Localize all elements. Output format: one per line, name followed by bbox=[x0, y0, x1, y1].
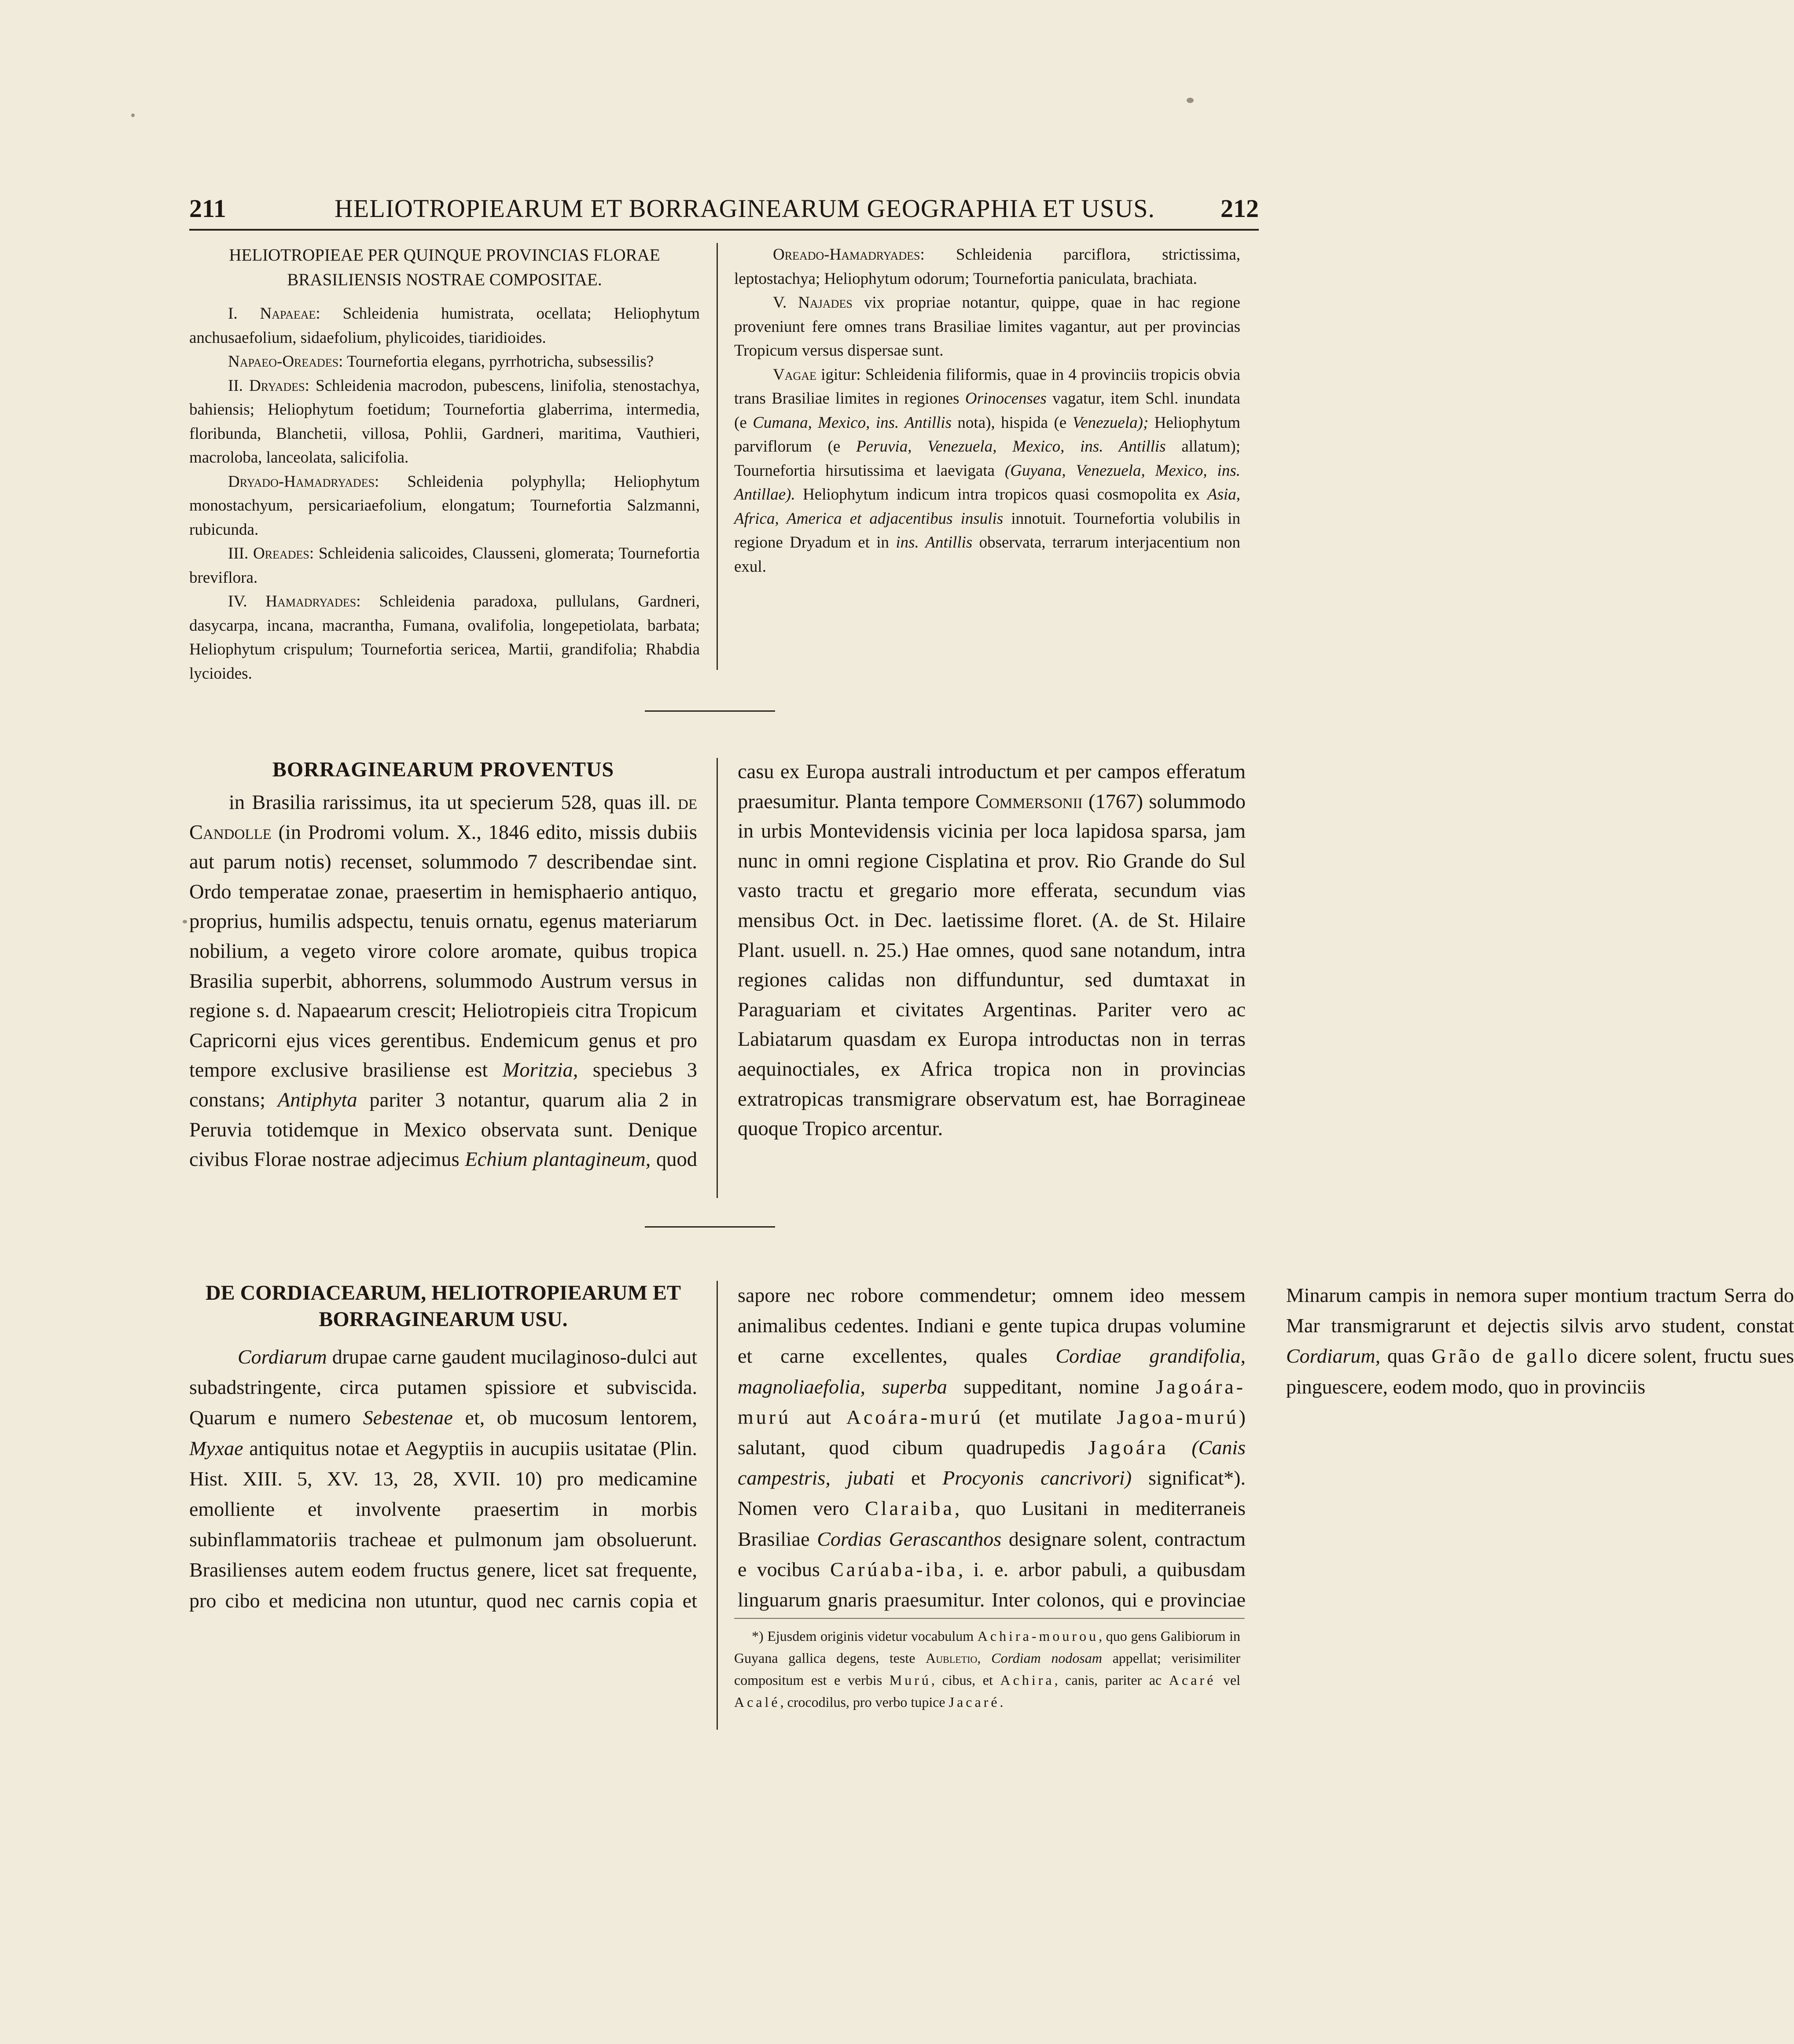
scan-speck bbox=[1187, 98, 1194, 103]
scan-speck bbox=[183, 920, 187, 923]
running-header bbox=[189, 194, 1259, 233]
section3-column-rule bbox=[717, 1281, 718, 1730]
header-rule bbox=[189, 229, 1259, 231]
province-hamadryades-start: IV. Hamadryades: Schleidenia paradoxa, pullulans, Gardneri, dasycarpa, incana, macrantha, Fumana, ovalifolia, longepetiolata, barbata; Heliophytum crispulum; Tournefortia sericea, Martii, grandifolia; Rhabdia lycioides. bbox=[189, 592, 700, 683]
province-dryades: II. Dryades: Schleidenia macrodon, pubescens, linifolia, stenostachya, bahiensis; Heliophytum foetidum; Tournefortia glaberrima, intermedia, floribunda, Blanchetii, villosa, Pohlii, Gardneri, maritima, Vauthieri, macroloba, lanceolata, salicifolia. bbox=[189, 376, 700, 467]
left-page-number: 211 bbox=[189, 194, 226, 223]
province-dryado-hamadryades: Dryado-Hamadryades: Schleidenia polyphylla; Heliophytum monostachyum, persicariaefolium, elongatum; Tournefortia Salzmanni, rubicunda. bbox=[189, 472, 700, 539]
section-divider-2 bbox=[645, 1226, 775, 1228]
section3-paragraph: Cordiarum drupae carne gaudent mucilaginoso-dulci aut subadstringente, circa putamen spissiore et subviscida. Quarum e numero Sebestenae et, ob mucosum lentorem, Myxae antiquitus notae et Aegyptiis in aucupiis usitatae (Plin. Hist. XIII. 5, XV. 13, 28, XVII. 10) pro medicamine emolliente et involvente praesertim in morbis subinflammatoriis tracheae et pulmonum jam obsoluerunt. Brasilienses autem eodem fructus genere, licet sat frequente, pro cibo et medicina non utuntur, quod nec carnis copia et sapore nec robore commendetur; omnem ideo messem animalibus cedentes. Indiani e gente tupica drupas volumine et carne excellentes, quales Cordiae grandifolia, magnoliaefolia, superba suppeditant, nomine Jagoára-murú aut Acoára-murú (et mutilate Jagoa-murú) salutant, quod cibum quadrupedis Jagoára (Canis campestris, jubati et Procyonis cancrivori) significat*). Nomen vero Claraiba, quo Lusitani in mediterraneis Brasiliae Cordias Gerascanthos designare solent, contractum e vocibus Carúaba-iba, i. e. arbor pabuli, a quibusdam linguarum gnaris praesumitur. Inter colonos, qui e provinciae Minarum campis in nemora super montium tractum Serra do Mar transmigrarunt et dejectis silvis arvo student, constat Cordiarum, quas Grão de gallo dicere solent, fructu sues pinguescere, eodem modo, quo in provinciis bbox=[189, 1284, 1794, 1612]
right-page-number: 212 bbox=[1221, 194, 1259, 223]
province-napaeo-oreades: Napaeo-Oreades: Tournefortia elegans, pyrrhotricha, subsessilis? bbox=[228, 353, 654, 371]
section3-heading: DE CORDIACEARUM, HELIOTROPIEARUM ET BORRAGINEARUM USU. bbox=[205, 1281, 681, 1331]
section1-left-column bbox=[189, 243, 700, 686]
footnote-rule bbox=[734, 1618, 1245, 1619]
footnote-text: *) Ejusdem originis videtur vocabulum Achira-mourou, quo gens Galibiorum in Guyana gallica degens, teste Aubletio, Cordiam nodosam appellat; verisimiliter compositum est e verbis Murú, cibus, et Achira, canis, pariter ac Acaré vel Acalé, crocodilus, pro verbo tupice Jacaré. bbox=[734, 1628, 1241, 1710]
footnote bbox=[734, 1625, 1240, 1713]
province-napaeae: I. Napaeae: Schleidenia humistrata, ocellata; Heliophytum anchusaefolium, sidaefolium, phylicoides, tiaridioides. bbox=[189, 305, 700, 347]
scan-speck bbox=[131, 114, 135, 117]
section2-paragraph: in Brasilia rarissimus, ita ut specierum 528, quas ill. de Candolle (in Prodromi volum. X., 1846 edito, missis dubiis aut parum notis) recenset, solummodo 7 describendae sint. Ordo temperatae zonae, praesertim in hemisphaerio antiquo, proprius, humilis adspectu, tenuis ornatu, egenus materiarum nobilium, a vegeto virore colore aromate, quibus tropica Brasilia superbit, abhorrens, solummodo Austrum versus in regione s. d. Napaearum crescit; Heliotropieis citra Tropicum Capricorni ejus vices gerentibus. Endemicum genus et pro tempore exclusive brasiliense est Moritzia, speciebus 3 constans; Antiphyta pariter 3 notantur, quarum alia 2 in Peruvia totidemque in Mexico observata sunt. Denique civibus Florae nostrae adjecimus Echium plantagineum, quod casu ex Europa australi introductum et per campos efferatum praesumitur. Planta tempore Commersonii (1767) solummodo in urbis Montevidensis vicinia per loca lapidosa sparsa, jam nunc in omni regione Cisplatina et prov. Rio Grande do Sul vasto tractu et gregario more efferata, secundum vias mensibus Oct. in Dec. laetissime floret. (A. de St. Hilaire Plant. usuell. n. 25.) Hae omnes, quod sane notandum, intra regiones calidas non diffunduntur, sed dumtaxat in Paraguariam et civitates Argentinas. Pariter vero ac Labiatarum quasdam ex Europa introductas non in terras aequinoctiales, ex Africa tropica non in provincias extratropicas transmigrare observatum est, hae Borragineae quoque Tropico arcentur. bbox=[189, 761, 1246, 1171]
section2-column-rule bbox=[717, 758, 718, 1198]
running-title: HELIOTROPIEARUM ET BORRAGINEARUM GEOGRAPHIA ET USUS. bbox=[335, 194, 1155, 223]
province-najades: V. Najades vix propriae notantur, quippe, quae in hac regione proveniunt fere omnes trans Brasiliae limites vagantur, aut per provincias Tropicum versus dispersae sunt. bbox=[734, 294, 1240, 360]
section1-right-column bbox=[734, 243, 1240, 579]
section2-heading: BORRAGINEARUM PROVENTUS bbox=[272, 758, 614, 781]
section1-heading: HELIOTROPIEAE PER QUINQUE PROVINCIAS FLORAE BRASILIENSIS NOSTRAE COMPOSITAE. bbox=[229, 246, 660, 289]
section-divider-1 bbox=[645, 710, 775, 712]
province-oreado-hamadryades: Oreado-Hamadryades: Schleidenia parciflora, strictissima, leptostachya; Heliophytum odorum; Tournefortia paniculata, brachiata. bbox=[734, 246, 1240, 288]
province-oreades: III. Oreades: Schleidenia salicoides, Clausseni, glomerata; Tournefortia breviflora. bbox=[189, 544, 700, 587]
province-vagae: Vagae igitur: Schleidenia filiformis, quae in 4 provinciis tropicis obvia trans Brasiliae limites in regiones Orinocenses vagatur, item Schl. inundata (e Cumana, Mexico, ins. Antillis nota), hispida (e Venezuela); Heliophytum parviflorum (e Peruvia, Venezuela, Mexico, ins. Antillis allatum); Tournefortia hirsutissima et laevigata (Guyana, Venezuela, Mexico, ins. Antillae). Heliophytum indicum intra tropicos quasi cosmopolita ex Asia, Africa, America et adjacentibus insulis innotuit. Tournefortia volubilis in regione Dryadum et in ins. Antillis observata, terrarum interjacentium non exul. bbox=[734, 365, 1241, 576]
section1-column-rule bbox=[717, 243, 718, 670]
